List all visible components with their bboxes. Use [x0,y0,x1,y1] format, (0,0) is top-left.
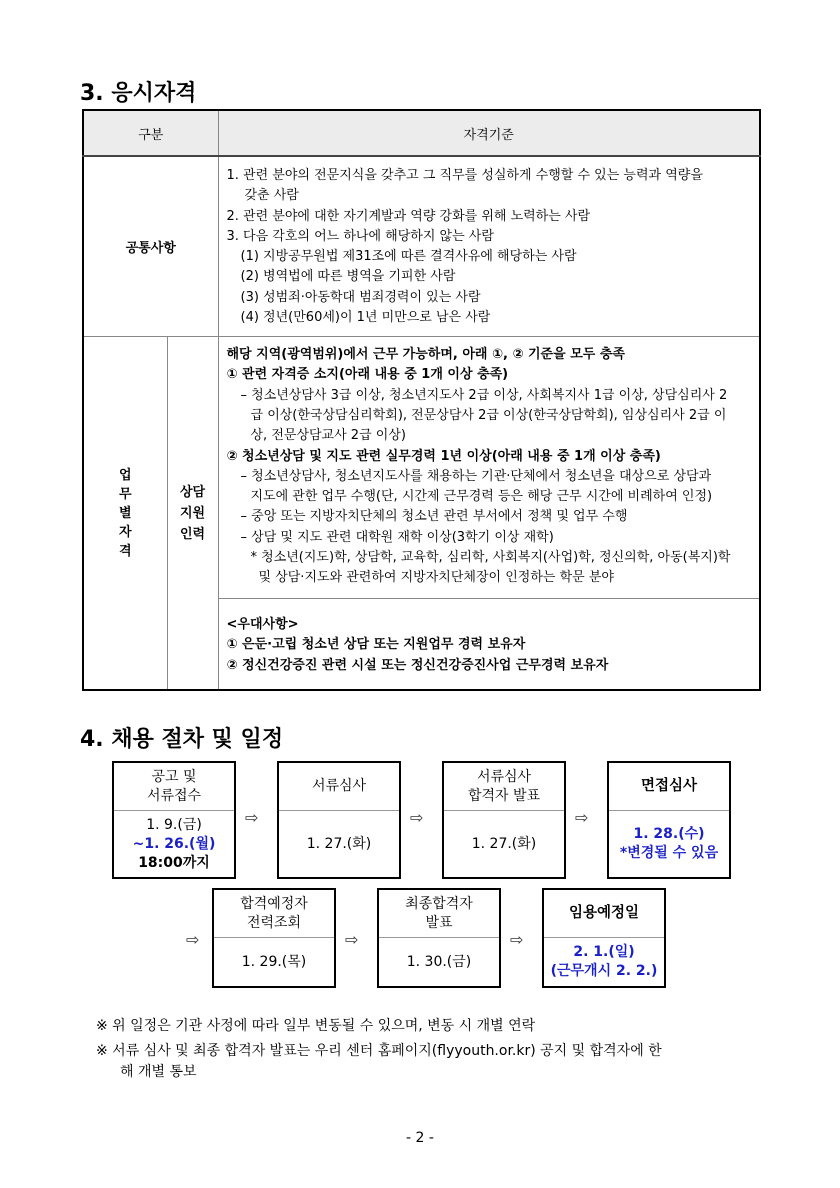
section-4-title: 4. 채용 절차 및 일정 [80,727,284,752]
job-line: ① 관련 자격증 소지(아래 내용 중 1개 이상 충족) [226,367,509,383]
step-interview: 면접심사 1. 28.(수) *변경될 수 있음 [607,761,731,879]
step-background-check: 합격예정자 전력조회 1. 29.(목) [212,888,336,988]
job-line: 급 이상(한국상담심리학회), 전문상담사 2급 이상(한국상담학회), 임상심리사 2급 이 [250,407,727,423]
step-document-result: 서류심사 합격자 발표 1. 27.(화) [442,761,566,879]
job-sub-label: 상담 지원 인력 [167,337,218,691]
common-line: (3) 성범죄·아동학대 범죄경력이 있는 사람 [240,289,481,305]
job-row [83,337,760,599]
arrow-icon: ⇨ [345,930,359,949]
table-header-row [83,110,760,156]
common-line: (1) 지방공무원법 제31조에 따른 결격사유에 해당하는 사람 [240,249,577,265]
job-line: 및 상담·지도와 관련하여 지방자치단체장이 인정하는 학문 분야 [258,570,614,586]
job-line: 지도에 관한 업무 수행(단, 시간제 근무경력 등은 해당 근무 시간에 비례하여 인정) [250,489,713,505]
header-criteria: 자격기준 [218,110,760,156]
step-application: 공고 및 서류접수 1. 9.(금) ~1. 26.(월) 18:00까지 [112,761,236,879]
step-final-result: 최종합격자 발표 1. 30.(금) [377,888,501,988]
job-line: – 중앙 또는 지방자치단체의 청소년 관련 부서에서 정책 및 업무 수행 [240,509,628,525]
common-line: 갖춘 사람 [244,188,299,204]
job-line: 해당 지역(광역범위)에서 근무 가능하며, 아래 ①, ② 기준을 모두 충족 [226,347,625,363]
arrow-icon: ⇨ [186,930,200,949]
job-line: – 상담 및 지도 관련 대학원 재학 이상(3학기 이상 재학) [240,529,554,545]
job-line: – 청소년상담사 3급 이상, 청소년지도사 2급 이상, 사회복지사 1급 이상, 상담심리사 2 [240,387,728,403]
job-line: ② 청소년상담 및 지도 관련 실무경력 1년 이상(아래 내용 중 1개 이상 충족) [226,448,661,464]
preference-criteria [218,599,760,691]
job-line: – 청소년상담사, 청소년지도사를 채용하는 기관·단체에서 청소년을 대상으로 상담과 [240,468,712,484]
schedule-note: 해 개별 통보 [120,1064,197,1080]
arrow-icon: ⇨ [245,808,259,827]
arrow-icon: ⇨ [575,808,589,827]
step-appointment: 임용예정일 2. 1.(일) (근무개시 2. 2.) [542,888,666,988]
common-row [83,156,760,337]
job-line: * 청소년(지도)학, 상담학, 교육학, 심리학, 사회복지(사업)학, 정신의학, 아동(복지)학 [250,550,731,566]
job-criteria [218,337,760,599]
schedule-note: ※ 위 일정은 기관 사정에 따라 일부 변동될 수 있으며, 변동 시 개별 연락 [96,1018,536,1034]
job-label: 업 무 별 자 격 [83,337,167,691]
job-line: 상, 전문상담교사 2급 이상) [250,428,406,444]
common-line: 2. 관련 분야에 대한 자기계발과 역량 강화를 위해 노력하는 사람 [226,208,591,224]
common-label: 공통사항 [83,156,218,337]
common-line: 3. 다음 각호의 어느 하나에 해당하지 않는 사람 [226,228,494,244]
header-category: 구분 [83,110,218,156]
arrow-icon: ⇨ [510,930,524,949]
common-criteria [218,156,760,337]
page-number: - 2 - [406,1130,434,1146]
common-line: (4) 정년(만60세)이 1년 미만으로 남은 사람 [240,310,491,326]
preference-line: ② 정신건강증진 관련 시설 또는 정신건강증진사업 근무경력 보유자 [226,657,609,673]
schedule-note: ※ 서류 심사 및 최종 합격자 발표는 우리 센터 홈페이지(flyyouth.or.kr) 공지 및 합격자에 한 [96,1043,662,1059]
arrow-icon: ⇨ [410,808,424,827]
preference-line: ① 은둔·고립 청소년 상담 또는 지원업무 경력 보유자 [226,637,526,653]
common-line: (2) 병역법에 따른 병역을 기피한 사람 [240,269,456,285]
qualification-table [82,109,761,691]
section-3-title: 3. 응시자격 [80,81,197,106]
preference-title: <우대사항> [226,616,299,632]
common-line: 1. 관련 분야의 전문지식을 갖추고 그 직무를 성실하게 수행할 수 있는 능력과 역량을 [226,168,703,183]
step-document-review: 서류심사 1. 27.(화) [277,761,401,879]
